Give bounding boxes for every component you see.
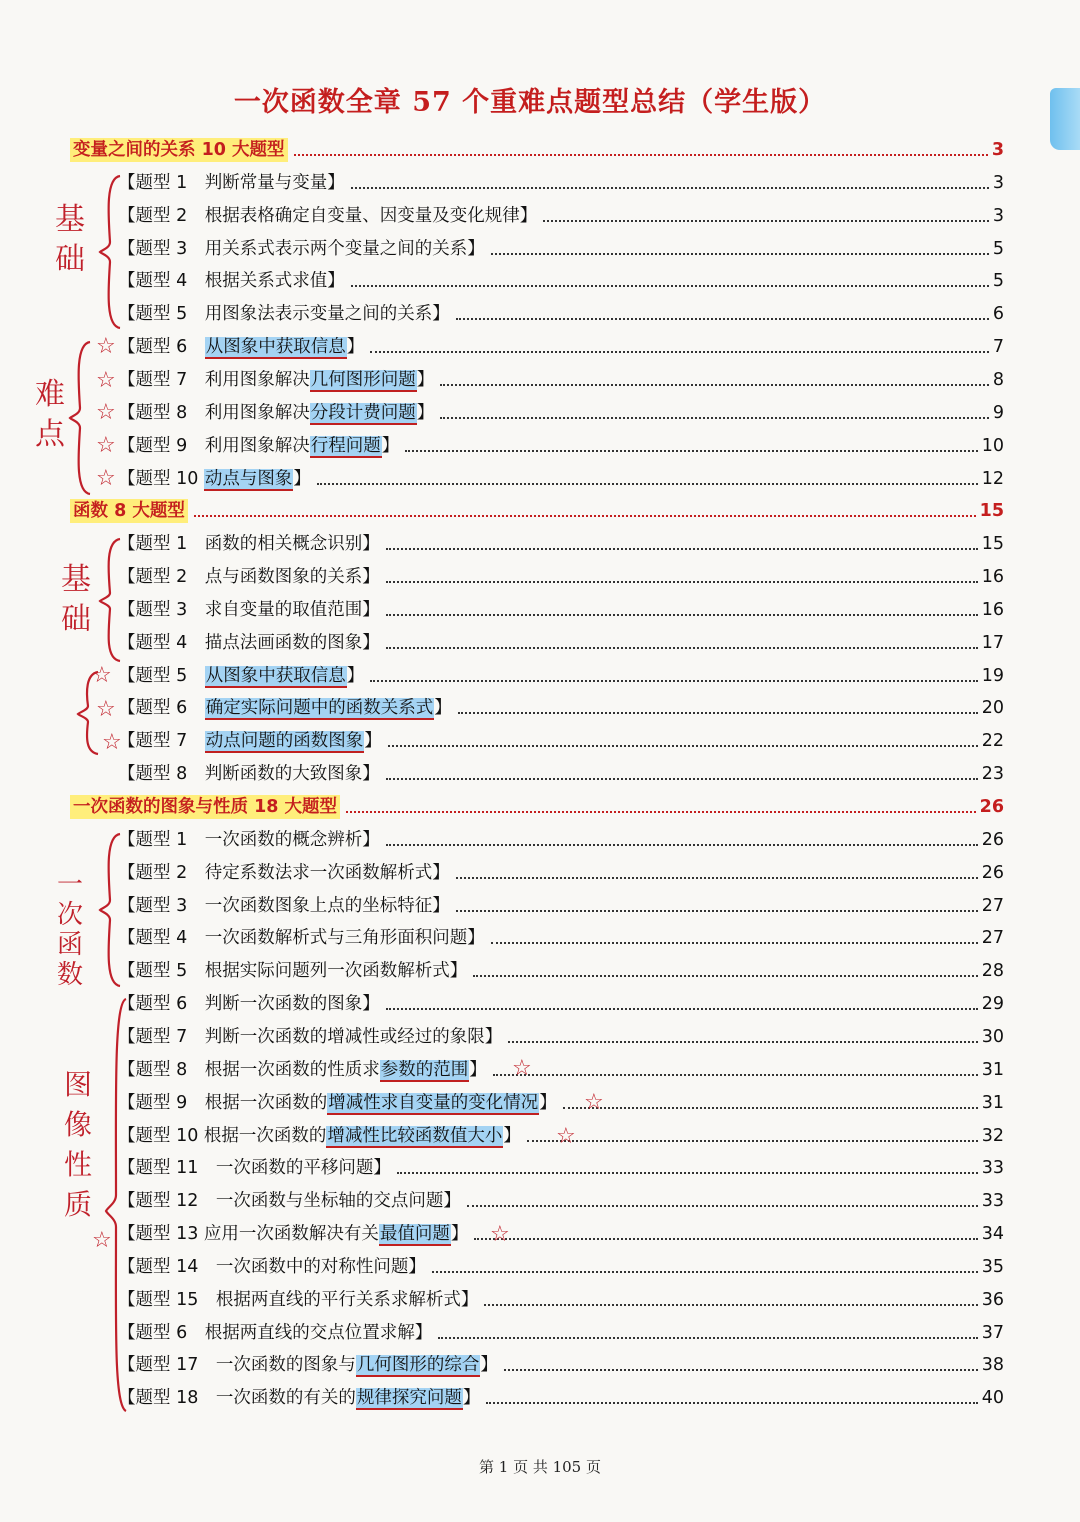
margin-note: 基础	[55, 202, 85, 277]
dot-leader	[474, 1238, 977, 1240]
dot-leader	[386, 844, 978, 846]
toc-section-heading[interactable]	[70, 495, 1004, 523]
dot-leader	[527, 1140, 978, 1142]
toc-item-page-number: 16	[981, 599, 1004, 620]
star-cross-icon: ☆	[96, 368, 116, 393]
dot-leader	[456, 318, 989, 320]
dot-leader	[440, 417, 989, 419]
toc-item-label: 【题型 3 求自变量的取值范围】	[118, 599, 380, 620]
highlighted-text: 增减性求自变量的变化情况	[328, 1092, 539, 1113]
toc-item-page-number: 29	[981, 994, 1004, 1015]
dot-leader	[473, 975, 978, 977]
toc-item-label: 【题型 13 应用一次函数解决有关最值问题】	[118, 1224, 469, 1245]
dot-leader	[458, 712, 978, 714]
toc-item-page-number: 15	[981, 534, 1004, 555]
toc-item-label: 【题型 8 利用图象解决分段计费问题】	[118, 402, 435, 423]
toc-item-label: 【题型 7 判断一次函数的增减性或经过的象限】	[118, 1026, 503, 1047]
toc-item[interactable]	[118, 758, 1004, 786]
toc-item[interactable]	[118, 298, 1004, 326]
toc-item-label: 【题型 12 一次函数与坐标轴的交点问题】	[118, 1191, 461, 1212]
toc-item-label: 【题型 9 利用图象解决行程问题】	[118, 435, 400, 456]
star-cross-icon: ☆	[512, 1056, 532, 1081]
dot-leader	[438, 1337, 978, 1339]
toc-item-page-number: 23	[981, 764, 1004, 785]
dot-leader	[456, 877, 978, 879]
toc-item[interactable]	[118, 594, 1004, 622]
toc-item-page-number: 38	[981, 1355, 1004, 1376]
toc-item-label: 【题型 5 根据实际问题列一次函数解析式】	[118, 961, 468, 982]
star-cross-icon: ☆	[96, 334, 116, 359]
toc-item-page-number: 7	[992, 337, 1004, 358]
margin-note: 基础	[61, 562, 91, 637]
star-cross-icon: ☆	[96, 466, 116, 491]
toc-item[interactable]	[118, 1284, 1004, 1312]
toc-item[interactable]	[118, 627, 1004, 655]
toc-item-page-number: 10	[981, 435, 1004, 456]
toc-item-page-number: 22	[981, 731, 1004, 752]
toc-item[interactable]	[118, 857, 1004, 885]
dot-leader	[388, 745, 978, 747]
toc-item-label: 【题型 1 判断常量与变量】	[118, 172, 345, 193]
section-title: 变量之间的关系 10 大题型	[70, 138, 288, 162]
highlighted-text: 参数的范围	[380, 1059, 469, 1080]
dot-leader	[386, 548, 978, 550]
toc-item[interactable]	[118, 1152, 1004, 1180]
highlighted-text: 几何图形问题	[310, 369, 416, 390]
toc-item-label: 【题型 3 一次函数图象上点的坐标特征】	[118, 895, 450, 916]
toc-item-page-number: 28	[981, 961, 1004, 982]
toc-item-label: 【题型 3 用关系式表示两个变量之间的关系】	[118, 238, 485, 259]
dot-leader	[386, 614, 978, 616]
toc-item-label: 【题型 6 确定实际问题中的函数关系式】	[118, 698, 452, 719]
toc-item-page-number: 34	[981, 1224, 1004, 1245]
toc-item-page-number: 12	[981, 468, 1004, 489]
highlighted-text: 增减性比较函数值大小	[327, 1125, 503, 1146]
toc-item-label: 【题型 10 动点与图象】	[118, 468, 311, 489]
toc-item-label: 【题型 6 从图象中获取信息】	[118, 337, 365, 358]
section-page-number: 26	[979, 797, 1004, 817]
dot-leader	[194, 515, 976, 517]
dot-leader	[491, 942, 978, 944]
highlighted-text: 从图象中获取信息	[205, 337, 346, 358]
toc-item-page-number: 5	[992, 271, 1004, 292]
margin-note: 难点	[35, 377, 65, 452]
toc-item-page-number: 33	[981, 1158, 1004, 1179]
toc-item-page-number: 32	[981, 1125, 1004, 1146]
brace-mark	[100, 995, 130, 1415]
section-title: 函数 8 大题型	[70, 499, 188, 523]
toc-item[interactable]	[118, 1349, 1004, 1377]
toc-item-label: 【题型 11 一次函数的平移问题】	[118, 1158, 391, 1179]
highlighted-text: 几何图形的综合	[356, 1355, 480, 1376]
toc-item[interactable]	[118, 167, 1004, 195]
dot-leader	[351, 187, 989, 189]
toc-item[interactable]	[118, 1054, 1004, 1082]
toc-item-page-number: 26	[981, 862, 1004, 883]
dot-leader	[493, 1074, 978, 1076]
toc-item-label: 【题型 5 用图象法表示变量之间的关系】	[118, 304, 450, 325]
toc-item[interactable]	[118, 988, 1004, 1016]
toc-item-label: 【题型 5 从图象中获取信息】	[118, 665, 365, 686]
toc-item-page-number: 30	[981, 1026, 1004, 1047]
dot-leader	[508, 1041, 978, 1043]
toc-item[interactable]	[118, 528, 1004, 556]
highlighted-text: 最值问题	[379, 1224, 450, 1245]
star-cross-icon: ☆	[96, 697, 116, 722]
margin-note: 一次函数	[56, 870, 83, 990]
star-cross-icon: ☆	[92, 1228, 112, 1253]
toc-item-label: 【题型 17 一次函数的图象与几何图形的综合】	[118, 1355, 498, 1376]
dot-leader	[346, 811, 976, 813]
toc-item-label: 【题型 7 动点问题的函数图象】	[118, 731, 382, 752]
toc-item-page-number: 35	[981, 1256, 1004, 1277]
highlighted-text: 确定实际问题中的函数关系式	[205, 698, 434, 719]
dot-leader	[456, 910, 978, 912]
toc-item[interactable]	[118, 561, 1004, 589]
toc-item-label: 【题型 2 待定系数法求一次函数解析式】	[118, 862, 450, 883]
toc-item-page-number: 20	[981, 698, 1004, 719]
star-cross-icon: ☆	[96, 433, 116, 458]
dot-leader	[432, 1271, 978, 1273]
toc-item-page-number: 5	[992, 238, 1004, 259]
toc-item[interactable]	[118, 1021, 1004, 1049]
toc-item-label: 【题型 14 一次函数中的对称性问题】	[118, 1256, 426, 1277]
toc-item-page-number: 27	[981, 895, 1004, 916]
toc-item-page-number: 31	[981, 1059, 1004, 1080]
toc-item-label: 【题型 10 根据一次函数的增减性比较函数值大小】	[118, 1125, 521, 1146]
highlighted-text: 从图象中获取信息	[205, 665, 346, 686]
toc-item-page-number: 26	[981, 829, 1004, 850]
star-cross-icon: ☆	[92, 663, 112, 688]
section-page-number: 3	[991, 140, 1004, 160]
toc-item-label: 【题型 2 点与函数图象的关系】	[118, 567, 380, 588]
toc-item[interactable]	[118, 660, 1004, 688]
toc-item[interactable]	[118, 397, 1004, 425]
dot-leader	[467, 1205, 978, 1207]
toc-item[interactable]	[118, 1382, 1004, 1410]
highlighted-text: 动点与图象	[204, 468, 293, 489]
dot-leader	[386, 778, 978, 780]
star-cross-icon: ☆	[556, 1124, 576, 1149]
toc-item-label: 【题型 15 根据两直线的平行关系求解析式】	[118, 1289, 479, 1310]
toc-item-page-number: 8	[992, 369, 1004, 390]
dot-leader	[563, 1107, 978, 1109]
toc-item[interactable]	[118, 692, 1004, 720]
toc-item[interactable]	[118, 1087, 1004, 1115]
toc-item-label: 【题型 6 判断一次函数的图象】	[118, 994, 380, 1015]
toc-item[interactable]	[118, 1251, 1004, 1279]
toc-item-label: 【题型 1 一次函数的概念辨析】	[118, 829, 380, 850]
toc-item-label: 【题型 6 根据两直线的交点位置求解】	[118, 1322, 433, 1343]
highlighted-text: 分段计费问题	[310, 402, 416, 423]
section-title: 一次函数的图象与性质 18 大题型	[70, 795, 340, 819]
toc-item-label: 【题型 18 一次函数的有关的规律探究问题】	[118, 1388, 481, 1409]
brace-mark	[66, 338, 96, 498]
toc-item-page-number: 17	[981, 632, 1004, 653]
dot-leader	[386, 647, 978, 649]
toc-item[interactable]	[118, 890, 1004, 918]
dot-leader	[294, 154, 988, 156]
dot-leader	[504, 1369, 978, 1371]
dot-leader	[397, 1172, 978, 1174]
toc-item-page-number: 16	[981, 567, 1004, 588]
dot-leader	[370, 680, 978, 682]
toc-item-page-number: 9	[992, 402, 1004, 423]
toc-item-label: 【题型 8 判断函数的大致图象】	[118, 764, 380, 785]
toc-item[interactable]	[118, 265, 1004, 293]
toc-item-page-number: 31	[981, 1092, 1004, 1113]
dot-leader	[543, 220, 989, 222]
toc-item[interactable]	[118, 430, 1004, 458]
toc-item-page-number: 3	[992, 172, 1004, 193]
section-page-number: 15	[979, 501, 1004, 522]
toc-item-label: 【题型 4 描点法画函数的图象】	[118, 632, 380, 653]
toc-item-page-number: 40	[981, 1388, 1004, 1409]
toc-item[interactable]	[118, 725, 1004, 753]
toc-item-page-number: 6	[992, 304, 1004, 325]
toc-item[interactable]	[118, 364, 1004, 392]
toc-item[interactable]	[118, 824, 1004, 852]
star-cross-icon: ☆	[96, 400, 116, 425]
page-footer: 第 1 页 共 105 页	[478, 1458, 601, 1476]
toc-item-page-number: 33	[981, 1191, 1004, 1212]
highlighted-text: 规律探究问题	[356, 1388, 462, 1409]
toc-item-label: 【题型 4 根据关系式求值】	[118, 271, 345, 292]
toc-item[interactable]	[118, 200, 1004, 228]
toc-section-heading[interactable]	[70, 791, 1004, 819]
toc-item[interactable]	[118, 1185, 1004, 1213]
star-cross-icon: ☆	[584, 1090, 604, 1115]
toc-item[interactable]	[118, 233, 1004, 261]
toc-item[interactable]	[118, 955, 1004, 983]
toc-section-heading[interactable]	[70, 134, 1004, 162]
highlighted-text: 动点问题的函数图象	[205, 731, 364, 752]
dot-leader	[484, 1304, 977, 1306]
toc-item-label: 【题型 4 一次函数解析式与三角形面积问题】	[118, 928, 485, 949]
brace-mark	[96, 535, 126, 665]
toc-item-page-number: 37	[981, 1322, 1004, 1343]
star-cross-icon: ☆	[102, 730, 122, 755]
dot-leader	[317, 483, 978, 485]
toc-item[interactable]	[118, 1218, 1004, 1246]
dot-leader	[491, 253, 989, 255]
star-cross-icon: ☆	[490, 1222, 510, 1247]
toc-item-label: 【题型 2 根据表格确定自变量、因变量及变化规律】	[118, 205, 538, 226]
page-title: 一次函数全章 57 个重难点题型总结（学生版）	[233, 87, 827, 118]
brace-mark	[96, 172, 126, 332]
dot-leader	[386, 581, 978, 583]
toc-item[interactable]	[118, 922, 1004, 950]
dot-leader	[351, 285, 989, 287]
toc-item[interactable]	[118, 1317, 1004, 1345]
highlighted-text: 行程问题	[310, 435, 381, 456]
dot-leader	[370, 351, 989, 353]
brace-mark	[96, 830, 126, 990]
dot-leader	[486, 1402, 977, 1404]
toc-item-label: 【题型 7 利用图象解决几何图形问题】	[118, 369, 435, 390]
margin-note: 图像性质	[63, 1068, 92, 1221]
toc-item-page-number: 19	[981, 665, 1004, 686]
dot-leader	[405, 450, 978, 452]
dot-leader	[440, 384, 989, 386]
toc-item[interactable]	[118, 463, 1004, 491]
toc-item-page-number: 3	[992, 205, 1004, 226]
dot-leader	[386, 1008, 978, 1010]
toc-item-label: 【题型 1 函数的相关概念识别】	[118, 534, 380, 555]
toc-item-label: 【题型 9 根据一次函数的增减性求自变量的变化情况】	[118, 1092, 557, 1113]
toc-item-label: 【题型 8 根据一次函数的性质求参数的范围】	[118, 1059, 487, 1080]
toc-item-page-number: 27	[981, 928, 1004, 949]
toc-item-page-number: 36	[981, 1289, 1004, 1310]
toc-item[interactable]	[118, 331, 1004, 359]
